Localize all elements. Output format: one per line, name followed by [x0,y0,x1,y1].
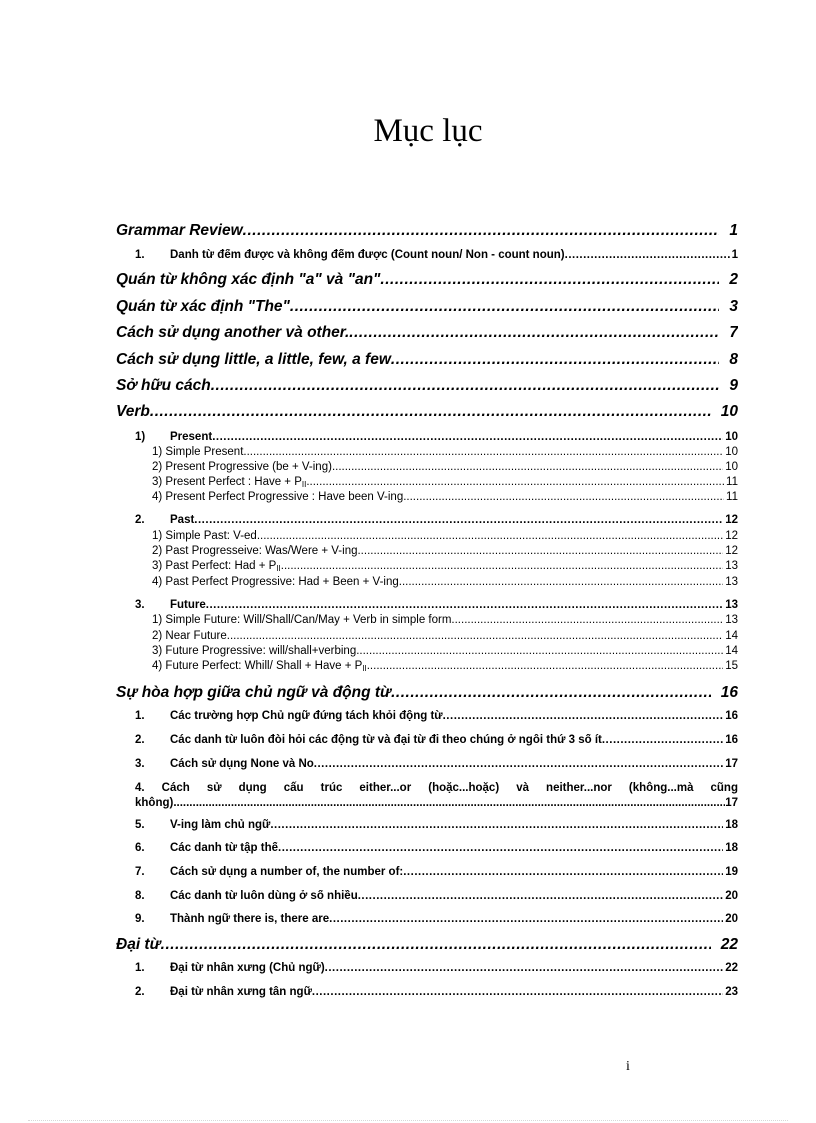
toc-entry-future[interactable] [135,599,738,615]
toc-entry-text: Cách sử dụng cấu trúc either...or (hoặc...hoặc) và neither...nor (không...mà cũng [161,782,738,794]
toc-page-number: 22 [720,936,738,953]
leader-dots [358,890,723,902]
leader-dots [332,461,723,473]
toc-entry-pronoun-2[interactable] [135,986,738,1002]
toc-page-number: 13 [725,614,738,626]
toc-number: 1) [135,431,146,443]
toc-entry-text: Danh từ đếm được và không đếm được (Count noun/ Non - count noun) [170,249,565,261]
toc-page-number: 7 [729,324,738,341]
toc-page-number: 18 [725,819,738,831]
leader-dots [565,249,730,261]
toc-subentry[interactable] [152,461,738,476]
toc-entry-text: Verb [116,403,150,420]
leader-dots [150,403,711,421]
toc-page-number: 14 [725,630,738,642]
toc-page-number: 15 [725,660,738,672]
leader-dots [243,222,720,240]
leader-dots [173,796,725,811]
toc-entry-text: 3) Present Perfect : Have + P [152,476,302,488]
toc-entry-text: Present [170,431,213,443]
toc-number: 9. [135,913,145,925]
toc-page-number: 12 [725,530,738,542]
toc-number: 1. [135,710,145,722]
leader-dots [314,758,723,770]
toc-entry-agreement-3[interactable] [135,758,738,774]
toc-number: 4. [135,782,145,794]
leader-dots [349,324,719,342]
toc-entry-text-continued: không) [135,797,174,809]
toc-number: 2. [135,734,145,746]
toc-page-number: 13 [725,576,738,588]
toc-page-number: 17 [725,758,738,770]
leader-dots [391,684,711,702]
toc-page-number: 16 [720,684,738,701]
leader-dots [161,936,711,954]
toc-number: 5. [135,819,145,831]
toc-entry-grammar-review[interactable] [116,222,738,244]
toc-page-number: 11 [726,491,738,503]
leader-dots [281,560,723,572]
leader-dots [451,614,723,626]
toc-number: 1. [135,962,145,974]
toc-entry-little-few[interactable] [116,351,738,373]
leader-dots [380,271,719,289]
subscript: II [301,480,307,489]
toc-entry-text: 1) Simple Past: V-ed [152,530,257,542]
toc-subentry[interactable] [152,560,738,575]
toc-page-number: 13 [725,560,738,572]
toc-entry-count-noun[interactable] [135,249,738,265]
leader-dots [306,476,724,488]
toc-entry-text: 3) Future Progressive: will/shall+verbing [152,645,357,657]
toc-entry-indefinite-article[interactable] [116,271,738,293]
toc-entry-agreement[interactable] [116,684,738,706]
toc-page-number: 8 [729,351,738,368]
toc-subentry[interactable] [152,476,738,491]
toc-entry-text: 3) Past Perfect: Had + P [152,560,277,572]
toc-page-number: 12 [725,514,738,526]
leader-dots [403,491,724,503]
toc-entry-text: Sự hòa hợp giữa chủ ngữ và động từ [116,684,392,701]
toc-subentry[interactable] [152,491,738,506]
toc-entry-text: 2) Near Future [152,630,227,642]
toc-entry-text: 2) Past Progresseive: Was/Were + V-ing [152,545,358,557]
leader-dots [399,576,723,588]
leader-dots [356,645,723,657]
toc-entry-text: Đại từ nhân xưng (Chủ ngữ) [170,962,325,974]
footer-page-number: i [626,1059,630,1074]
toc-page-number: 13 [725,599,738,611]
leader-dots [357,545,723,557]
toc-entry-text: Đại từ nhân xưng tân ngữ [170,986,312,998]
toc-entry-text: Grammar Review [116,222,243,239]
toc-entry-agreement-7[interactable] [135,866,738,882]
toc-entry-agreement-6[interactable] [135,842,738,858]
toc-subentry[interactable] [152,446,738,461]
toc-subentry[interactable] [152,576,738,591]
toc-entry-text: Cách sử dụng little, a little, few, a few [116,351,391,368]
toc-page-number: 1 [729,222,738,239]
toc-entry-agreement-1[interactable] [135,710,738,726]
toc-entry-another-other[interactable] [116,324,738,346]
toc-number: 3. [135,599,145,611]
leader-dots [212,431,723,443]
toc-page-number: 23 [725,986,738,998]
leader-dots [602,734,723,746]
toc-subentry[interactable] [152,614,738,629]
leader-dots [312,986,723,998]
leader-dots [194,514,723,526]
toc-entry-verb[interactable] [116,403,738,425]
subscript: II [276,564,281,573]
toc-subentry[interactable] [152,645,738,660]
toc-page-number: 10 [725,431,738,443]
toc-entry-text: Past [170,514,195,526]
leader-dots [367,660,723,672]
toc-entry-text: 1) Simple Future: Will/Shall/Can/May + Verb in simple form [152,614,452,626]
leader-dots [227,630,723,642]
toc-subentry[interactable] [152,660,738,675]
toc-entry-text: Các danh từ tập thể [170,842,279,854]
leader-dots [290,298,719,316]
toc-entry-text: Cách sử dụng another và other. [116,324,350,341]
toc-number: 7. [135,866,145,878]
leader-dots [243,446,723,458]
toc-entry-text: Quán từ không xác định "a" và "an" [116,271,381,288]
toc-page-number: 16 [725,734,738,746]
toc-entry-past[interactable] [135,514,738,530]
toc-number: 1. [135,249,145,261]
toc-page-number: 10 [725,446,738,458]
toc-entry-text: Các danh từ luôn dùng ở số nhiều [170,890,358,902]
toc-entry-agreement-8[interactable] [135,890,738,906]
toc-page-number: 11 [726,476,738,488]
toc-page-number: 20 [725,890,738,902]
toc-entry-text: Cách sử dụng a number of, the number of: [170,866,404,878]
toc-page-number: 10 [720,403,738,420]
toc-entry-text: Future [170,599,206,611]
toc-page-number: 12 [725,545,738,557]
toc-page-number: 19 [725,866,738,878]
leader-dots [206,599,723,611]
toc-number: 6. [135,842,145,854]
toc-entry-text: V-ing làm chủ ngữ [170,819,271,831]
toc-entry-possessive[interactable] [116,377,738,399]
toc-number: 2. [135,514,145,526]
toc-entry-text: 4) Future Perfect: Whill/ Shall + Have + P [152,660,363,672]
toc-number: 3. [135,758,145,770]
toc-page-number: 1 [731,249,738,261]
toc-entry-agreement-5[interactable] [135,819,738,835]
toc-entry-text: Các trường hợp Chủ ngữ đứng tách khỏi động từ [170,710,443,722]
toc-entry-text: 2) Present Progressive (be + V-ing) [152,461,332,473]
toc-number: 8. [135,890,145,902]
toc-entry-text: Sở hữu cách [116,377,211,394]
toc-subentry[interactable] [152,545,738,560]
toc-entry-pronoun[interactable] [116,936,738,958]
leader-dots [278,842,723,854]
toc-entry-present[interactable] [135,431,738,447]
toc-entry-text: Các danh từ luôn đòi hỏi các động từ và đại từ đi theo chúng ở ngôi thứ 3 số ít [170,734,602,746]
toc-page-number: 22 [725,962,738,974]
toc-entry-text: Thành ngữ there is, there are [170,913,330,925]
toc-entry-agreement-2[interactable] [135,734,738,750]
toc-page-number: 18 [725,842,738,854]
toc-entry-text: 4) Past Perfect Progressive: Had + Been + V-ing [152,576,399,588]
leader-dots [270,819,723,831]
toc-subentry[interactable] [152,530,738,545]
page-bottom-divider [28,1120,788,1121]
toc-page-number: 9 [729,377,738,394]
page-title: Mục lục [373,113,483,149]
toc-entry-text: Quán từ xác định "The" [116,298,290,315]
toc-page-number: 17 [725,797,738,809]
toc-page-number: 14 [725,645,738,657]
toc-page-number: 3 [729,298,738,315]
toc-entry-text: 4) Present Perfect Progressive : Have been V-ing [152,491,404,503]
toc-page-number: 2 [729,271,738,288]
toc-entry-pronoun-1[interactable] [135,962,738,978]
toc-subentry[interactable] [152,630,738,645]
toc-entry-definite-article[interactable] [116,298,738,320]
leader-dots [257,530,723,542]
leader-dots [443,710,724,722]
toc-page-number: 10 [725,461,738,473]
leader-dots [329,913,723,925]
toc-entry-agreement-4[interactable] [135,781,738,811]
subscript: II [362,664,367,673]
toc-entry-text: 1) Simple Present [152,446,244,458]
leader-dots [211,377,720,395]
leader-dots [403,866,723,878]
leader-dots [325,962,724,974]
toc-number: 2. [135,986,145,998]
toc-page-number: 20 [725,913,738,925]
toc-entry-text: Cách sử dụng None và No [170,758,314,770]
toc-entry-agreement-9[interactable] [135,913,738,929]
leader-dots [391,351,719,369]
toc-entry-text: Đại từ [116,936,161,953]
toc-page-number: 16 [725,710,738,722]
